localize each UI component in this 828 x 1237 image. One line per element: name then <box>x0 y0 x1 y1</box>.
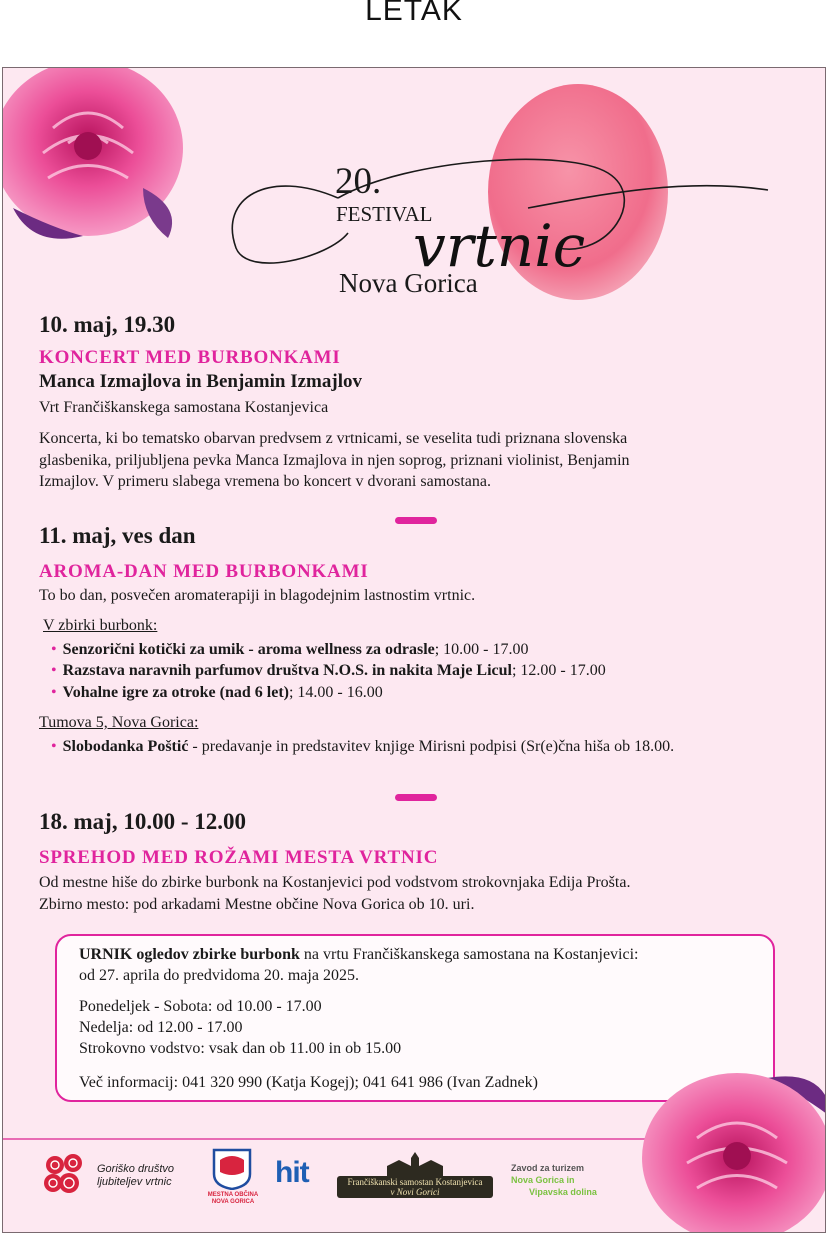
festival-city: Nova Gorica <box>339 268 478 298</box>
festival-label: FESTIVAL <box>336 202 433 226</box>
event1-title: KONCERT MED BURBONKAMI <box>39 347 341 368</box>
festival-swirl-image <box>228 138 773 273</box>
event2-date: 11. maj, ves dan <box>39 523 196 548</box>
logo-text-line: Nova Gorica in <box>511 1175 575 1185</box>
section-divider <box>395 517 437 524</box>
list-item: • Razstava naravnih parfumov društva N.O.S. in nakita Maje Licul; 12.00 - 17.00 <box>51 662 606 679</box>
schedule-hours-line: Strokovno vodstvo: vsak dan ob 11.00 in ob 15.00 <box>79 1040 402 1057</box>
event2-group1-label: V zbirki burbonk: <box>43 617 158 634</box>
list-item: • Slobodanka Poštić - predavanje in predstavitev knjige Mirisni podpisi (Sr(e)čna hiša ob 18.00. <box>51 738 675 755</box>
event2-intro: To bo dan, posvečen aromaterapiji in blagodejnim lastnostim vrtnic. <box>39 587 476 604</box>
monastery-icon <box>383 1152 447 1176</box>
schedule-period: od 27. aprila do predvidoma 20. maja 2025. <box>79 967 359 984</box>
event1-description <box>39 428 779 493</box>
festival-script-word: vrtnic <box>413 212 586 273</box>
event2-title: AROMA-DAN MED BURBONKAMI <box>39 561 369 582</box>
event2-group2-label: Tumova 5, Nova Gorica: <box>39 714 199 731</box>
coat-of-arms-icon <box>212 1148 252 1190</box>
schedule-hours-line: Nedelja: od 12.00 - 17.00 <box>79 1019 243 1036</box>
event1-performers: Manca Izmajlova in Benjamin Izmajlov <box>39 371 362 392</box>
logo-text-line: v Novi Gorici <box>390 1187 440 1197</box>
logo-text-line: Zavod za turizem <box>511 1163 585 1173</box>
roses-logo-icon <box>41 1151 89 1199</box>
event1-venue: Vrt Frančiškanskega samostana Kostanjevica <box>39 399 329 416</box>
event3-desc-line: Od mestne hiše do zbirke burbonk na Kostanjevici pod vodstvom strokovnjaka Edija Prošta. <box>39 874 631 891</box>
event3-description <box>39 872 779 915</box>
event1-desc-line: glasbenika, priljubljena pevka Manca Izmajlova in njen soprog, priznani violinist, Benjamin <box>39 451 630 469</box>
event3-date: 18. maj, 10.00 - 12.00 <box>39 809 246 834</box>
event1-desc-line: Izmajlov. V primeru slabega vremena bo koncert v dvorani samostana. <box>39 473 492 490</box>
logo-text-line: ljubiteljev vrtnic <box>97 1176 172 1188</box>
logo-drustvo-vrtnic <box>41 1151 201 1201</box>
event3-desc-line: Zbirno mesto: pod arkadami Mestne občine Nova Gorica ob 10. uri. <box>39 895 475 913</box>
schedule-info: Več informacij: 041 320 990 (Katja Kogej); 041 641 986 (Ivan Zadnek) <box>79 1074 538 1091</box>
schedule-lead: URNIK ogledov zbirke burbonk na vrtu Frančiškanskega samostana na Kostanjevici: <box>79 946 639 963</box>
event3-title: SPREHOD MED ROŽAMI MESTA VRTNIC <box>39 847 439 868</box>
logo-mestna-obcina <box>203 1148 263 1208</box>
event1-desc-line: Koncerta, ki bo tematsko obarvan predvsem z vrtnicami, se veselita tudi priznana slovenska <box>39 430 628 447</box>
rose-bottom-right-image <box>637 1058 826 1233</box>
document-title: LETAK <box>365 0 463 27</box>
festival-number: 20. <box>335 161 382 202</box>
logo-text-line: NOVA GORICA <box>211 1199 255 1205</box>
logo-text-line: Frančiškanski samostan Kostanjevica <box>347 1177 483 1187</box>
list-item: • Vohalne igre za otroke (nad 6 let); 14.00 - 16.00 <box>51 684 383 701</box>
logo-zavod-turizem <box>511 1162 597 1198</box>
logo-hit: hit <box>275 1156 309 1189</box>
list-item: • Senzorični kotički za umik - aroma wellness za odrasle; 10.00 - 17.00 <box>51 641 529 658</box>
logo-text-line: MESTNA OBČINA <box>207 1192 259 1198</box>
flyer <box>2 67 826 1233</box>
schedule-hours-line: Ponedeljek - Sobota: od 10.00 - 17.00 <box>79 998 322 1015</box>
rose-top-left-image <box>2 67 193 243</box>
logo-samostan <box>337 1152 493 1198</box>
section-divider <box>395 794 437 801</box>
logo-text-line: Vipavska dolina <box>529 1187 597 1197</box>
logo-text-line: Goriško društvo <box>97 1163 175 1175</box>
event1-date: 10. maj, 19.30 <box>39 312 176 337</box>
